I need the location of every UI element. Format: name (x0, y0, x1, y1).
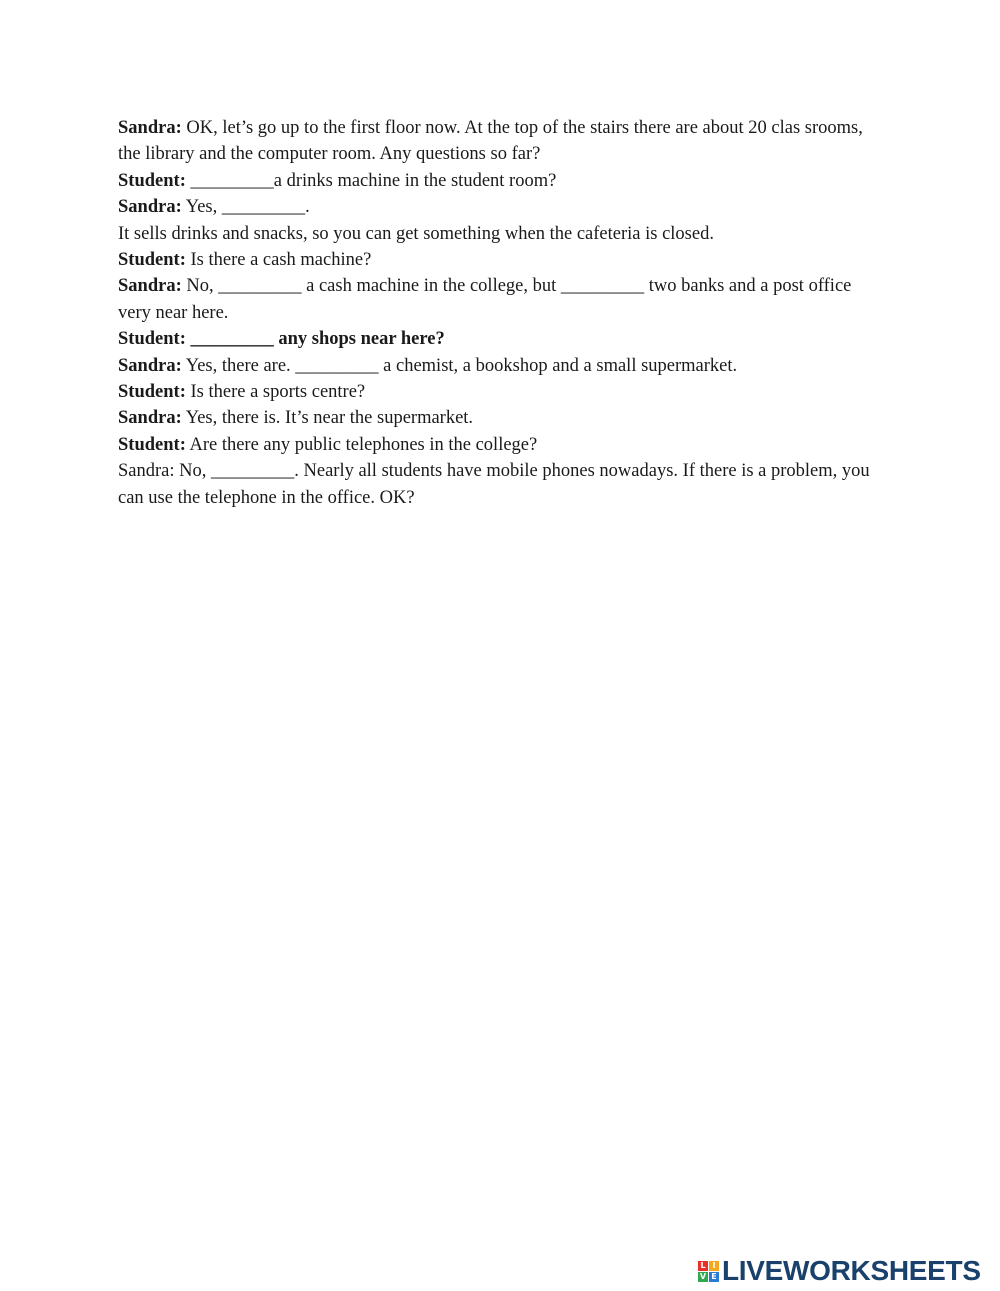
dialogue-line (118, 221, 888, 247)
logo-mark-icon (698, 1261, 719, 1282)
logo-mark-l: L (698, 1261, 708, 1271)
logo-mark-i: I (709, 1261, 719, 1271)
dialogue-line (118, 405, 888, 431)
line-text: _________a drinks machine in the student room? (185, 170, 557, 191)
speaker-label: Sandra: (118, 355, 182, 376)
line-text: Yes, _________. (181, 197, 310, 218)
line-text: Is there a cash machine? (185, 250, 372, 271)
liveworksheets-logo (698, 1256, 981, 1286)
line-text: _________ any shops near here? (185, 329, 445, 350)
dialogue-line (118, 168, 888, 194)
speaker-label: Sandra: (118, 197, 182, 218)
speaker-label: Student: (118, 329, 186, 350)
dialogue-line (118, 458, 888, 511)
speaker-label: Student: (118, 434, 186, 455)
dialogue-line (118, 353, 888, 379)
dialogue-line (118, 326, 888, 352)
line-text: It sells drinks and snacks, so you can get something when the cafeteria is closed. (118, 223, 714, 244)
dialogue-line (118, 432, 888, 458)
dialogue-line (118, 194, 888, 220)
line-text: Sandra: No, _________. Nearly all students have mobile phones nowadays. If there is a problem, you can use the telephone in the office. OK? (118, 461, 870, 508)
line-text: Yes, there is. It’s near the supermarket. (181, 408, 474, 429)
line-text: OK, let’s go up to the first floor now. At the top of the stairs there are about 20 clas srooms, the library and the computer room. Any questions so far? (118, 118, 863, 165)
speaker-label: Student: (118, 170, 186, 191)
logo-mark-e: E (709, 1272, 719, 1282)
speaker-label: Sandra: (118, 276, 182, 297)
line-text: No, _________ a cash machine in the college, but _________ two banks and a post office very near here. (118, 276, 852, 323)
line-text: Are there any public telephones in the college? (185, 434, 538, 455)
speaker-label: Student: (118, 250, 186, 271)
worksheet-dialogue (118, 115, 888, 511)
line-text: Is there a sports centre? (185, 382, 366, 403)
speaker-label: Sandra: (118, 118, 182, 138)
dialogue-line (118, 379, 888, 405)
logo-wordmark: LIVEWORKSHEETS (722, 1255, 981, 1286)
dialogue-line (118, 115, 888, 168)
line-text: Yes, there are. _________ a chemist, a bookshop and a small supermarket. (181, 355, 738, 376)
dialogue-line (118, 247, 888, 273)
speaker-label: Student: (118, 382, 186, 403)
dialogue-line (118, 273, 888, 326)
speaker-label: Sandra: (118, 408, 182, 429)
logo-mark-v: V (699, 1271, 707, 1281)
